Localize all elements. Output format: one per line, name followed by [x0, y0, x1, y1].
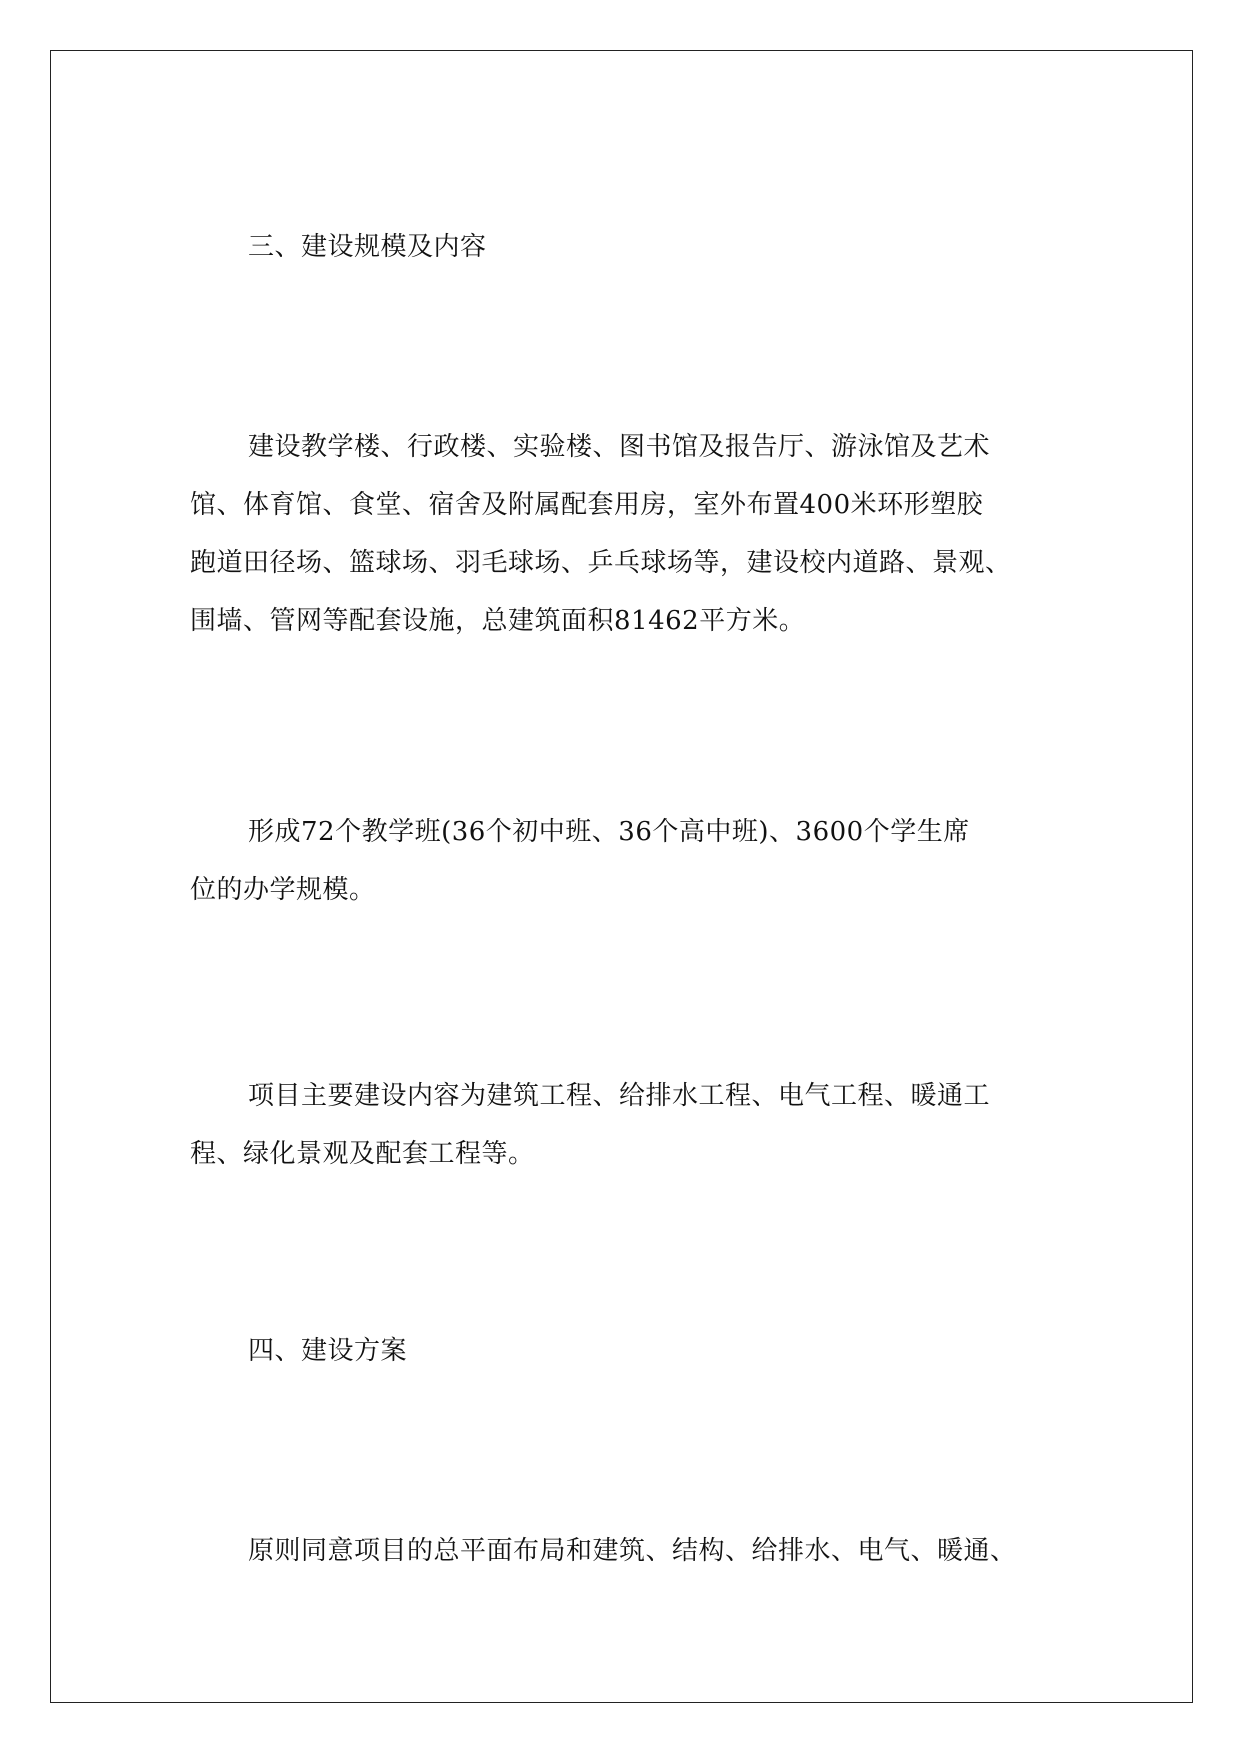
paragraph-line: 馆、体育馆、食堂、宿舍及附属配套用房，室外布置400米环形塑胶: [190, 490, 984, 520]
paragraph-line: 程、绿化景观及配套工程等。: [190, 1139, 535, 1169]
paragraph-line: 围墙、管网等配套设施，总建筑面积81462平方米。: [190, 606, 806, 636]
paragraph-main-content: [190, 1067, 1052, 1183]
paragraph-line: 项目主要建设内容为建筑工程、给排水工程、电气工程、暖通工: [248, 1081, 991, 1111]
paragraph-scale: [190, 803, 1052, 919]
paragraph-line: 跑道田径场、篮球场、羽毛球场、乒乓球场等，建设校内道路、景观、: [190, 548, 1012, 578]
section-heading-3: 三、建设规模及内容: [248, 232, 487, 262]
paragraph-line: 原则同意项目的总平面布局和建筑、结构、给排水、电气、暖通、: [248, 1536, 1017, 1566]
paragraph-line: 位的办学规模。: [190, 875, 376, 905]
paragraph-facilities: [190, 418, 1052, 650]
paragraph-line: 形成72个教学班(36个初中班、36个高中班)、3600个学生席: [248, 817, 970, 847]
paragraph-line: 建设教学楼、行政楼、实验楼、图书馆及报告厅、游泳馆及艺术: [248, 432, 991, 462]
section-heading-4: 四、建设方案: [248, 1336, 408, 1366]
paragraph-plan: [190, 1522, 1052, 1580]
